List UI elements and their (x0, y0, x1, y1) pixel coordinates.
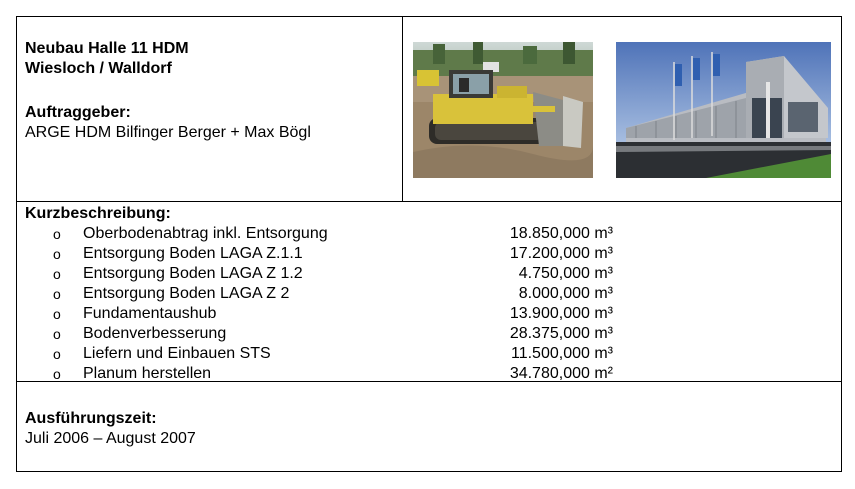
bullet-icon: o (53, 366, 61, 382)
list-item (17, 364, 841, 384)
list-item (17, 244, 841, 264)
bullet-icon: o (53, 246, 61, 262)
project-sheet (16, 16, 842, 472)
item-value: 8.000,000 m³ (518, 285, 613, 302)
project-title (25, 39, 189, 79)
list-item (17, 264, 841, 284)
bulldozer-photo (413, 42, 593, 178)
divider-top (17, 201, 841, 202)
execution-block (25, 409, 196, 449)
item-label: Oberbodenabtrag inkl. Entsorgung (83, 225, 328, 242)
item-label: Planum herstellen (83, 365, 212, 382)
item-label: Bodenverbesserung (83, 325, 227, 342)
building-photo (616, 42, 831, 178)
item-value: 34.780,000 m² (509, 365, 613, 382)
bullet-icon: o (53, 326, 61, 342)
title-line-1: Neubau Halle 11 HDM (25, 40, 189, 57)
item-value: 4.750,000 m³ (518, 265, 613, 282)
bullet-icon: o (53, 266, 61, 282)
execution-label: Ausführungszeit: (25, 410, 157, 427)
item-value: 17.200,000 m³ (509, 245, 613, 262)
item-label: Entsorgung Boden LAGA Z 2 (83, 285, 290, 302)
client-label: Auftraggeber: (25, 104, 131, 121)
item-label: Entsorgung Boden LAGA Z 1.2 (83, 265, 303, 282)
item-value: 13.900,000 m³ (509, 305, 613, 322)
execution-value: Juli 2006 – August 2007 (25, 430, 196, 447)
client-block (25, 103, 311, 143)
list-item (17, 324, 841, 344)
list-item (17, 304, 841, 324)
item-label: Entsorgung Boden LAGA Z.1.1 (83, 245, 303, 262)
item-label: Liefern und Einbauen STS (83, 345, 271, 362)
bullet-icon: o (53, 226, 61, 242)
bullet-icon: o (53, 286, 61, 302)
list-item (17, 284, 841, 304)
description-label: Kurzbeschreibung: (25, 205, 171, 222)
item-value: 18.850,000 m³ (509, 225, 613, 242)
list-item (17, 344, 841, 364)
bullet-icon: o (53, 306, 61, 322)
item-value: 28.375,000 m³ (509, 325, 613, 342)
list-item (17, 224, 841, 244)
item-value: 11.500,000 m³ (511, 345, 613, 362)
item-label: Fundamentaushub (83, 305, 217, 322)
client-value: ARGE HDM Bilfinger Berger + Max Bögl (25, 124, 311, 141)
bullet-icon: o (53, 346, 61, 362)
divider-vertical (402, 17, 403, 201)
title-line-2: Wiesloch / Walldorf (25, 60, 172, 77)
